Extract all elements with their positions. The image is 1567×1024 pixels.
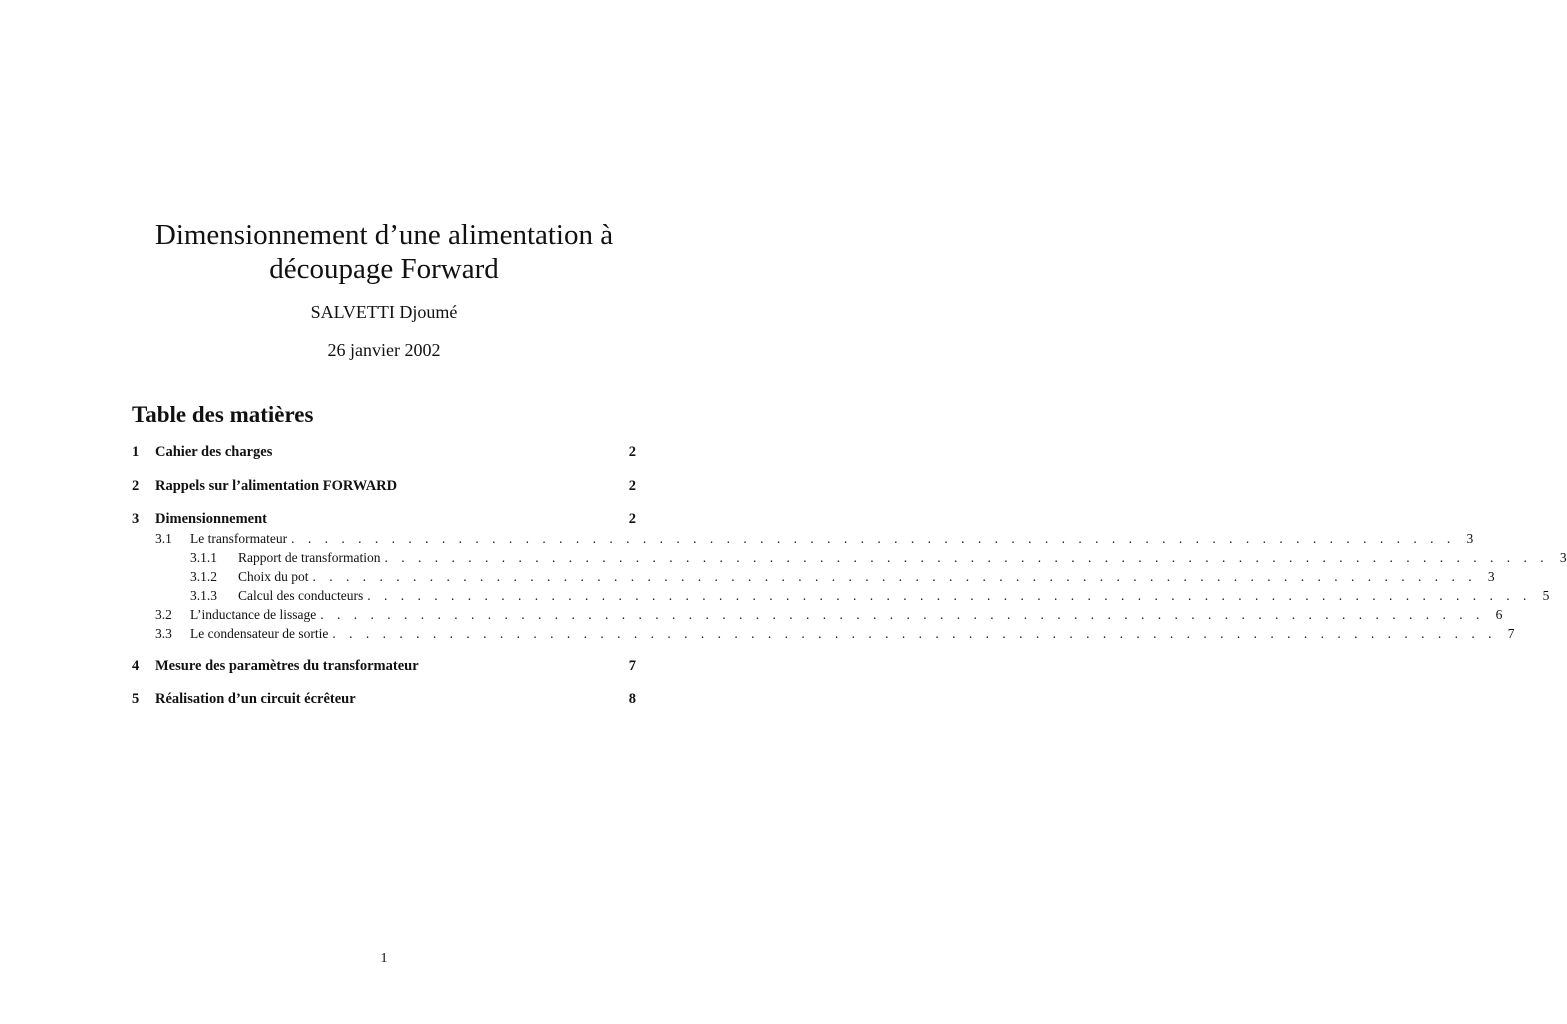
document-date: 26 janvier 2002 <box>327 340 441 360</box>
toc-entry-label: L’inductance de lissage <box>190 607 317 622</box>
toc-leader-dots: . . . . . . . . . . . . . . . . . . . . . . . . . . . . . . . . . . . . . . . . . . . . . . . . . . . . . . . . . . . . . . . . . . . . . . <box>367 588 1532 603</box>
toc-entry-number: 3.1.3 <box>190 588 217 603</box>
toc-entry-page: 8 <box>628 691 636 707</box>
toc-entry-3-1-1[interactable] <box>132 550 1567 570</box>
toc-entry-label: Réalisation d’un circuit écrêteur <box>155 691 356 707</box>
toc-entry-page: 2 <box>628 444 636 460</box>
title-line-2: découpage Forward <box>269 253 499 285</box>
toc-entry-1[interactable] <box>132 444 636 464</box>
toc-entry-number: 3 <box>132 511 140 527</box>
toc-entry-label: Choix du pot <box>238 569 309 584</box>
toc-entry-number: 3.1.1 <box>190 550 217 565</box>
toc-entry-page: 3 <box>1487 569 1495 584</box>
toc-entry-label: Rapport de transformation <box>238 550 381 565</box>
toc-entry-page: 2 <box>628 478 636 494</box>
toc-entry-3-1-2[interactable] <box>132 569 1495 589</box>
toc-entry-label: Rappels sur l’alimentation FORWARD <box>155 478 398 494</box>
document-title <box>0 218 768 286</box>
toc-entry-3-1-3[interactable] <box>132 588 1550 608</box>
toc-entry-number: 2 <box>132 478 140 494</box>
toc-entry-page: 5 <box>1542 588 1550 603</box>
toc-entry-label: Le transformateur <box>190 531 288 546</box>
toc-entry-label: Mesure des paramètres du transformateur <box>155 658 419 674</box>
page-number: 1 <box>380 951 388 966</box>
toc-leader-dots: . . . . . . . . . . . . . . . . . . . . . . . . . . . . . . . . . . . . . . . . . . . . . . . . . . . . . . . . . . . . . . . . . . . . . . <box>291 531 1456 546</box>
toc-entry-number: 4 <box>132 658 140 674</box>
toc-entry-number: 1 <box>132 444 140 460</box>
toc-entry-label: Calcul des conducteurs <box>238 588 364 603</box>
toc-heading: Table des matières <box>132 402 314 427</box>
toc-entry-number: 3.2 <box>155 607 172 622</box>
toc-entry-page: 2 <box>628 511 636 527</box>
toc-entry-4[interactable] <box>132 658 636 678</box>
toc-entry-number: 3.1.2 <box>190 569 217 584</box>
toc-leader-dots: . . . . . . . . . . . . . . . . . . . . . . . . . . . . . . . . . . . . . . . . . . . . . . . . . . . . . . . . . . . . . . . . . . . . . . <box>384 550 1549 565</box>
toc-entry-page: 3 <box>1559 550 1567 565</box>
toc-entry-page: 6 <box>1495 607 1503 622</box>
toc-entry-label: Dimensionnement <box>155 511 267 527</box>
toc-entry-page: 7 <box>628 658 636 674</box>
toc-leader-dots: . . . . . . . . . . . . . . . . . . . . . . . . . . . . . . . . . . . . . . . . . . . . . . . . . . . . . . . . . . . . . . . . . . . . . . <box>332 626 1497 641</box>
toc-entry-3-1[interactable] <box>132 531 1474 551</box>
toc-leader-dots: . . . . . . . . . . . . . . . . . . . . . . . . . . . . . . . . . . . . . . . . . . . . . . . . . . . . . . . . . . . . . . . . . . . . . . <box>320 607 1485 622</box>
document-author: SALVETTI Djoumé <box>310 302 458 322</box>
toc-entry-page: 7 <box>1507 626 1515 641</box>
toc-entry-number: 3.1 <box>155 531 172 546</box>
toc-entry-3-3[interactable] <box>132 626 1515 646</box>
toc-entry-5[interactable] <box>132 691 636 711</box>
toc-entry-number: 5 <box>132 691 140 707</box>
toc-entry-number: 3.3 <box>155 626 172 641</box>
toc-leader-dots: . . . . . . . . . . . . . . . . . . . . . . . . . . . . . . . . . . . . . . . . . . . . . . . . . . . . . . . . . . . . . . . . . . . . . . <box>312 569 1477 584</box>
toc-entry-2[interactable] <box>132 478 636 498</box>
title-line-1: Dimensionnement d’une alimentation à <box>154 219 614 251</box>
toc-entry-page: 3 <box>1466 531 1474 546</box>
toc-entry-3-2[interactable] <box>132 607 1503 627</box>
toc-entry-3[interactable] <box>132 511 636 531</box>
toc-entry-label: Le condensateur de sortie <box>190 626 329 641</box>
toc-entry-label: Cahier des charges <box>155 444 273 460</box>
